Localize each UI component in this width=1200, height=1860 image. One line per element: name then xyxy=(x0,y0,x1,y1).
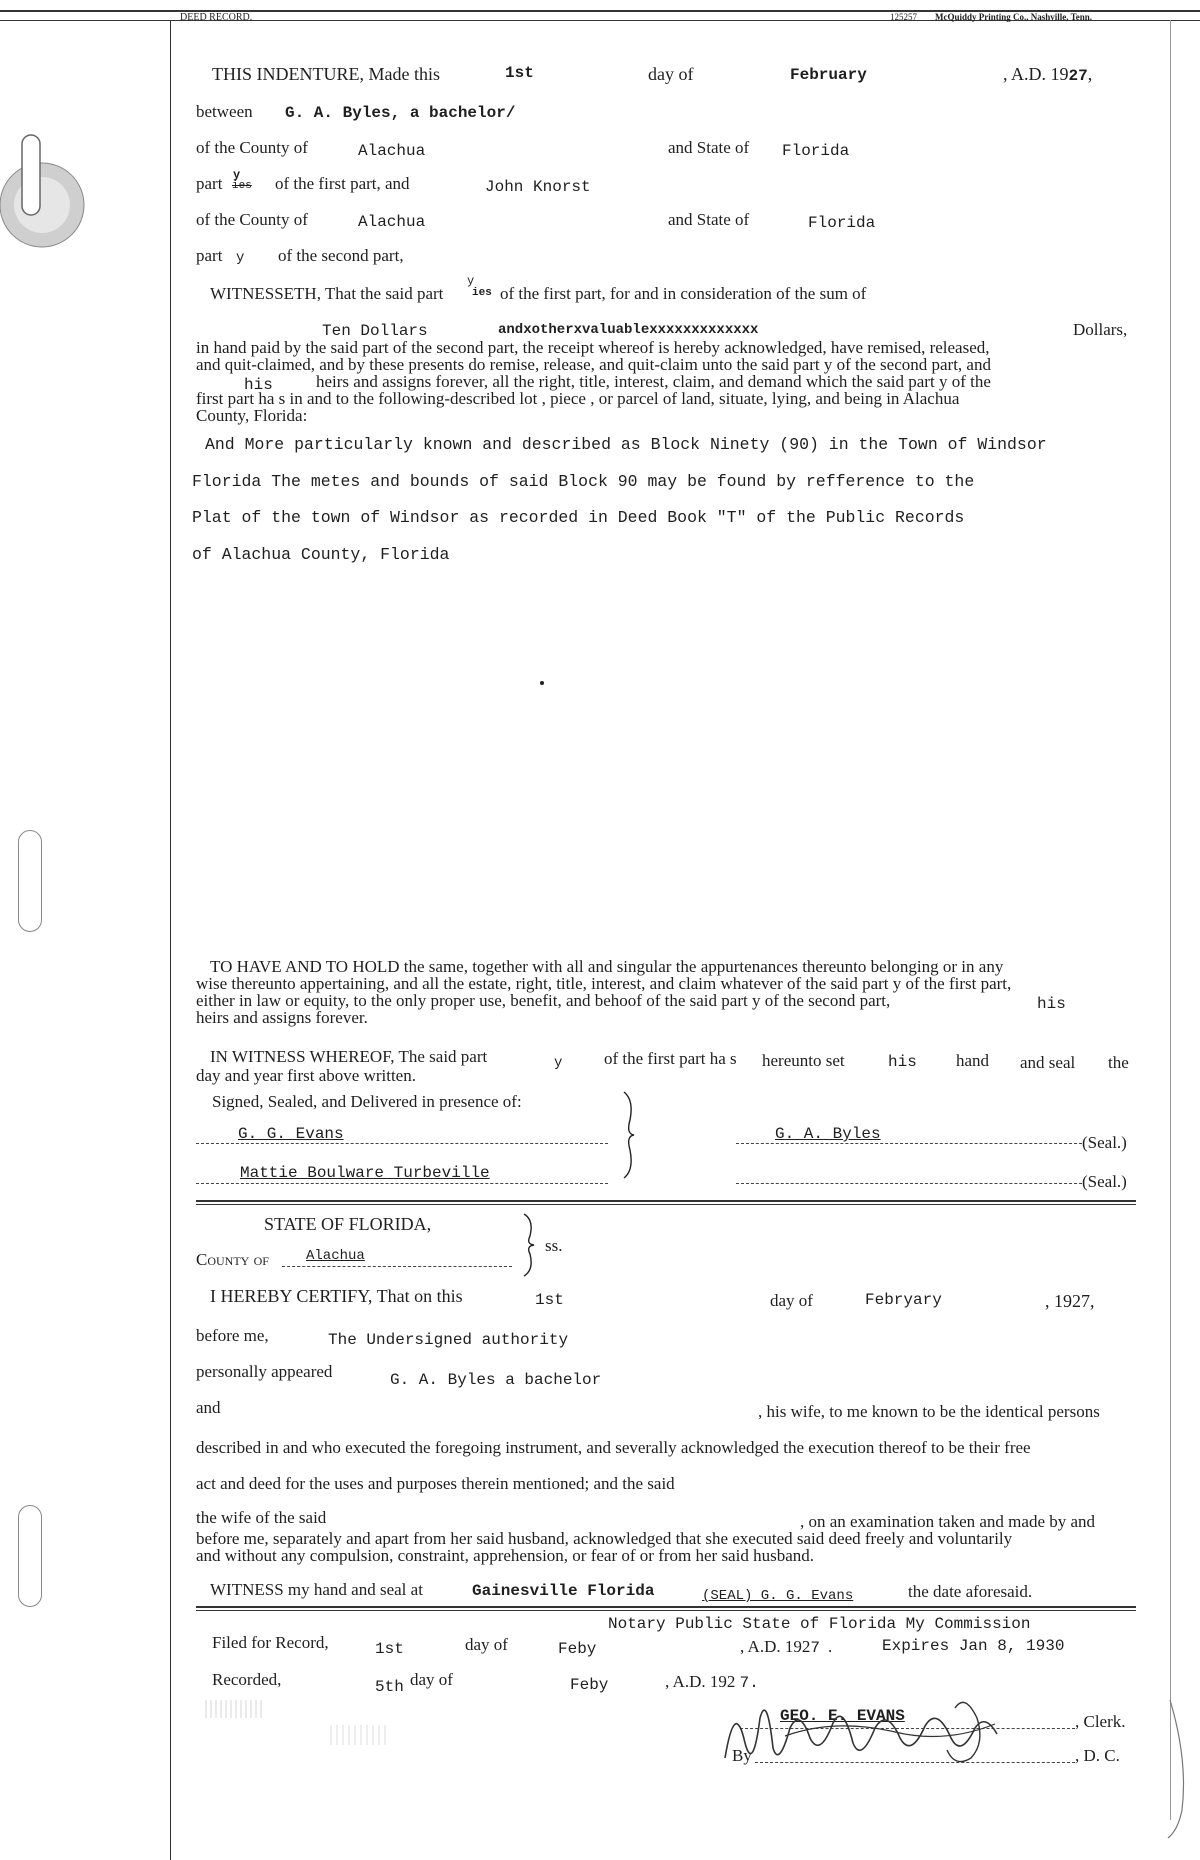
first-part-and: of the first part, and xyxy=(275,174,410,193)
right-margin-line xyxy=(1170,20,1171,1820)
county-label-1: of the County of xyxy=(196,138,308,157)
section-divider xyxy=(196,1200,1136,1202)
county-2: Alachua xyxy=(358,213,426,231)
indenture-intro: THIS INDENTURE, Made this xyxy=(212,64,440,84)
page-curl-icon xyxy=(1166,1700,1196,1840)
part-mark-2: y xyxy=(236,250,245,266)
in-witness-mark: y xyxy=(554,1055,563,1071)
deputy-signature-icon xyxy=(715,1688,1015,1778)
presence-label: Signed, Sealed, and Delivered in presence of: xyxy=(212,1092,522,1111)
witnesseth-mark: y xyxy=(467,274,475,288)
in-witness-f: the xyxy=(1108,1053,1129,1072)
witnesseth-prefix: WITNESSETH, That the said part xyxy=(210,284,444,303)
ack-before-label: before me, xyxy=(196,1326,269,1345)
ack-appeared: G. A. Byles a bachelor xyxy=(390,1371,602,1389)
notary-line-2: Expires Jan 8, 1930 xyxy=(882,1637,1065,1655)
filed-day-of: day of xyxy=(465,1635,508,1654)
part-strike-1: ies xyxy=(232,180,252,192)
ack-county: Alachua xyxy=(306,1248,365,1264)
ack-month: Febryary xyxy=(865,1291,942,1309)
in-witness-line-2: day and year first above written. xyxy=(196,1066,416,1085)
in-witness-d: hand xyxy=(956,1051,990,1070)
in-witness-his: his xyxy=(888,1053,917,1071)
ack-year-value: 7 xyxy=(1081,1291,1090,1311)
witness-2-name: Mattie Boulware Turbeville xyxy=(240,1164,490,1182)
ack-year xyxy=(1045,1291,1095,1312)
notary-line-1: Notary Public State of Florida My Commission xyxy=(608,1615,1031,1633)
ack-year-prefix: , 192 xyxy=(1045,1291,1081,1311)
between-label: between xyxy=(196,102,253,121)
in-witness-c: hereunto set xyxy=(762,1051,845,1070)
habendum-line-1: TO HAVE AND TO HOLD the same, together with all and singular the appurtenances thereunto belonging or in any xyxy=(210,957,1004,976)
form-number: 125257 xyxy=(890,12,917,22)
description-line-2: Florida The metes and bounds of said Block 90 may be found by refference to the xyxy=(192,472,975,491)
binder-hole-icon xyxy=(18,1505,42,1607)
ack-ss: ss. xyxy=(545,1236,563,1255)
dollars-label: Dollars, xyxy=(1073,320,1128,339)
stray-dot xyxy=(540,681,544,685)
conveyance-line-4: first part ha s in and to the following-described lot , piece , or parcel of land, situate, lying, and being in Alachua xyxy=(196,389,960,408)
filed-year: 7 xyxy=(810,1639,820,1657)
ad-suffix: , xyxy=(1087,64,1093,84)
county-label-2: of the County of xyxy=(196,210,308,229)
indenture-year: 27 xyxy=(1068,67,1088,85)
clerk-name: GEO. E. EVANS xyxy=(780,1707,905,1725)
ss-brace-icon xyxy=(520,1212,540,1278)
habendum-his: his xyxy=(1037,995,1066,1013)
ack-date-aforesaid: the date aforesaid. xyxy=(908,1582,1033,1601)
seal-label-2: (Seal.) xyxy=(1082,1172,1127,1191)
ack-certify: I HEREBY CERTIFY, That on this xyxy=(210,1286,463,1306)
part-label-1: part xyxy=(196,174,223,193)
grantor-1-name: G. A. Byles xyxy=(775,1125,881,1143)
ack-state: STATE OF FLORIDA, xyxy=(264,1214,432,1234)
binder-hole-icon xyxy=(18,830,42,932)
recorded-day-of: day of xyxy=(410,1670,453,1689)
ack-and-label: and xyxy=(196,1398,221,1417)
indenture-day: 1st xyxy=(505,64,534,82)
indenture-day-of: day of xyxy=(648,64,694,84)
second-party-name: John Knorst xyxy=(485,178,591,196)
filed-ad xyxy=(740,1637,832,1657)
witness-brace-icon xyxy=(620,1090,640,1180)
state-1: Florida xyxy=(782,142,850,160)
habendum-line-2: wise thereunto appertaining, and all the estate, right, title, interest, and claim whatever of the said part y of the first part, xyxy=(196,974,1012,993)
in-witness-e: and seal xyxy=(1020,1053,1076,1072)
habendum-line-3: either in law or equity, to the only proper use, benefit, and behoof of the said part y of the second part, xyxy=(196,991,891,1010)
filed-period: . xyxy=(827,1637,833,1656)
part-label-2: part xyxy=(196,246,223,265)
recorded-label: Recorded, xyxy=(212,1670,282,1689)
state-2: Florida xyxy=(808,214,876,232)
description-line-4: of Alachua County, Florida xyxy=(192,545,450,564)
form-name: DEED RECORD. xyxy=(180,12,253,23)
by-label: By xyxy=(732,1746,752,1765)
section-divider-2 xyxy=(196,1204,1136,1205)
ack-appeared-label: personally appeared xyxy=(196,1362,333,1381)
conveyance-line-3: heirs and assigns forever, all the right, title, interest, claim, and demand which the said part y of the xyxy=(316,372,991,391)
ack-day: 1st xyxy=(535,1291,564,1309)
ack-officer: The Undersigned authority xyxy=(328,1331,569,1349)
county-1: Alachua xyxy=(358,142,426,160)
filed-ad-label: , A.D. 192 xyxy=(740,1637,811,1656)
filed-month: Feby xyxy=(558,1640,597,1658)
in-witness-b: of the first part ha s xyxy=(604,1049,737,1068)
ack-exam-c: and without any compulsion, constraint, apprehension, or fear of or from her said husband. xyxy=(196,1546,814,1565)
witness-2-line xyxy=(196,1183,608,1184)
witness-1-line xyxy=(196,1143,608,1144)
filed-day: 1st xyxy=(375,1640,404,1658)
ack-wife-text: , his wife, to me known to be the identical persons xyxy=(758,1402,1100,1421)
seal-label-1: (Seal.) xyxy=(1082,1133,1127,1152)
state-label-1: and State of xyxy=(668,138,750,157)
part-mark-1: y xyxy=(233,168,241,182)
conveyance-line-5: County, Florida: xyxy=(196,406,308,425)
second-part-label: of the second part, xyxy=(278,246,404,265)
ack-act-deed: act and deed for the uses and purposes therein mentioned; and the said xyxy=(196,1474,675,1493)
first-party-name: G. A. Byles, a bachelor/ xyxy=(285,104,516,122)
ack-described: described in and who executed the foregoing instrument, and severally acknowledged the execution thereof to be their free xyxy=(196,1438,1031,1457)
ack-witness-label: WITNESS my hand and seal at xyxy=(210,1580,423,1599)
ad-prefix: , A.D. 19 xyxy=(1003,64,1069,84)
grantor-2-line xyxy=(736,1183,1082,1184)
indenture-ad xyxy=(1003,64,1092,85)
indenture-month: February xyxy=(790,66,867,84)
ack-seal-signature: (SEAL) G. G. Evans xyxy=(702,1588,854,1604)
filing-divider-2 xyxy=(196,1610,1136,1611)
consideration-amount: Ten Dollars xyxy=(322,322,428,340)
recorded-year: 7. xyxy=(739,1674,759,1692)
ack-place: Gainesville Florida xyxy=(472,1582,655,1600)
binder-clip-icon xyxy=(0,130,90,260)
description-line-3: Plat of the town of Windsor as recorded in Deed Book "T" of the Public Records xyxy=(192,508,965,527)
in-witness-a: IN WITNESS WHEREOF, The said part xyxy=(210,1047,488,1066)
faint-stamp xyxy=(330,1725,390,1745)
ack-year-suffix: , xyxy=(1090,1291,1095,1311)
consideration-strikeout: andxotherxvaluablexxxxxxxxxxxxx xyxy=(498,322,759,338)
description-line-1: And More particularly known and described as Block Ninety (90) in the Town of Windsor xyxy=(205,435,1047,454)
conveyance-his: his xyxy=(244,376,273,394)
conveyance-line-1: in hand paid by the said part of the second part, the receipt whereof is hereby acknowledged, have remised, released, xyxy=(196,338,990,357)
conveyance-line-2: and quit-claimed, and by these presents do remise, release, and quit-claim unto the said part y of the second part, and xyxy=(196,355,991,374)
grantor-1-line xyxy=(736,1143,1082,1144)
recorded-month: Feby xyxy=(570,1676,609,1694)
ack-wife-of: the wife of the said xyxy=(196,1508,327,1527)
recorded-day: 5th xyxy=(375,1678,404,1696)
printer-name: McQuiddy Printing Co., Nashville, Tenn. xyxy=(935,12,1093,22)
witnesseth-suffix: of the first part, for and in consideration of the sum of xyxy=(500,284,867,303)
filing-divider xyxy=(196,1606,1136,1608)
ack-exam-a: , on an examination taken and made by and xyxy=(800,1512,1096,1531)
state-label-2: and State of xyxy=(668,210,750,229)
dc-label: , D. C. xyxy=(1075,1746,1120,1765)
left-margin-line xyxy=(170,20,171,1860)
faint-stamp xyxy=(205,1700,265,1718)
ack-county-line xyxy=(282,1266,512,1267)
recorded-ad-label: , A.D. 192 xyxy=(665,1672,736,1691)
witnesseth-strike: ies xyxy=(472,287,492,299)
filed-label: Filed for Record, xyxy=(212,1633,329,1652)
ack-county-label: County of xyxy=(196,1250,269,1269)
witness-1-name: G. G. Evans xyxy=(238,1125,344,1143)
ack-exam-b: before me, separately and apart from her said husband, acknowledged that she executed said deed freely and voluntarily xyxy=(196,1529,1013,1548)
ack-day-of: day of xyxy=(770,1291,813,1310)
habendum-line-4: heirs and assigns forever. xyxy=(196,1008,368,1027)
clerk-label: , Clerk. xyxy=(1075,1712,1126,1731)
